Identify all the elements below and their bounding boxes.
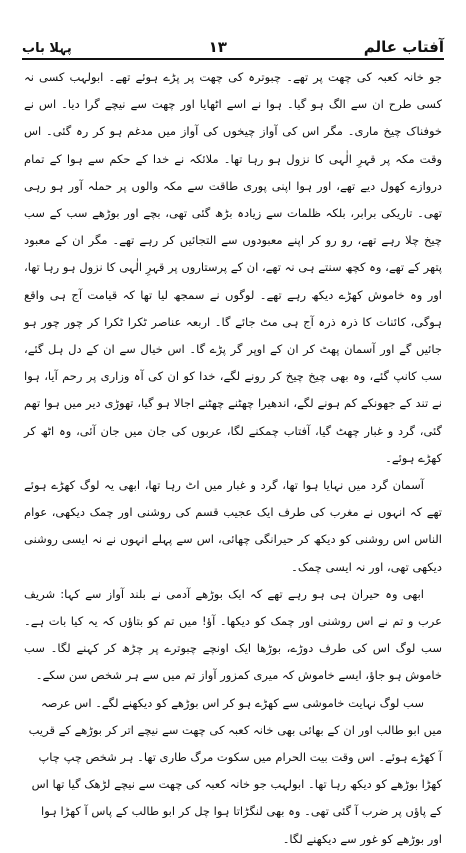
book-title: آفتاب عالم	[363, 38, 444, 56]
page-number: ۱۳	[208, 38, 227, 56]
paragraph: آسمان گرد میں نہایا ہوا تھا، گرد و غبار میں اٹ رہا تھا، ابھی یہ لوگ کھڑے ہوئے تھے کہ انہوں نے مغرب کی طرف ایک عجیب قسم کی روشنی اور چمک دیکھی، عوام الناس اس روشنی کو دیکھ کر حیرانگی چھائی، اس سے پہلے انہوں نے نہ ایسی روشنی دیکھی تھی، اور نہ ایسی چمک۔	[24, 478, 442, 574]
page-header	[22, 30, 444, 60]
chapter-label: پہلا باب	[22, 41, 72, 56]
paragraph: جو خانہ کعبہ کی چھت پر تھے۔ چبوترہ کی چھت پر پڑے ہوئے تھے۔ ابولہب کسی نہ کسی طرح ان سے الگ ہو گیا۔ ہوا نے اسے اٹھایا اور چھت سے نیچے گرا دیا۔ اس نے خوفناک چیخ ماری۔ مگر اس کی آواز چیخوں کی آواز میں مدغم ہو کر رہ گئی۔ اس وقت مکہ پر قہرِ الٰہی کا نزول ہو رہا تھا۔ ملائکہ نے خدا کے حکم سے ہوا کے تمام دروازے کھول دیے تھے، اور ہوا اپنی پوری طاقت سے مکہ والوں پر حملہ آور ہو رہی تھی۔ تاریکی برابر، بلکہ ظلمات سے زیادہ بڑھ گئی تھی، بچے اور بوڑھے سب کے سب چیخ چلا رہے تھے، رو رو کر اپنے معبودوں سے التجائیں کر رہے تھے۔ مگر ان کے معبود پتھر کے تھے، وہ کچھ سنتے ہی نہ تھے، ان کے پرستاروں پر قہرِ الٰہی کا نزول ہو رہا تھا، اور وہ خاموش کھڑے دیکھ رہے تھے۔ لوگوں نے سمجھ لیا تھا کہ قیامت آج ہی واقع ہوگی، کائنات کا ذرہ ذرہ آج ہی مٹ جائے گا۔ اربعہ عناصر ٹکرا ٹکرا کر چور چور ہو جائیں گے اور آسمان پھٹ کر ان کے اوپر گر پڑے گا۔ اس خیال سے ان کے دل ہل گئے، سب کانپ گئے، وہ بھی چیخ چیخ کر رونے لگے، خدا کو ان کی آہ وزاری پر رحم آیا، ہوا نے تند کے جھونکے کم ہونے لگے، اندھیرا چھٹنے چھٹنے اجالا ہو گیا، تھوڑی دیر میں ہوا تھم گئی، گرد و غبار چھٹ گیا، آفتاب چمکنے لگا، عربوں کی جان میں جان آئی، وہ اٹھ کر کھڑے ہوئے۔	[24, 70, 442, 465]
page-body	[24, 64, 442, 846]
paragraph: ابھی وہ حیران ہی ہو رہے تھے کہ ایک بوڑھے آدمی نے بلند آواز سے کہا: شریف عرب و تم نے اس روشنی اور چمک کو دیکھا۔ آؤ! میں تم کو بتاؤں کہ یہ کیا بات ہے۔ سب لوگ اس کی طرف دوڑے، بوڑھا ایک اونچے چبوترے پر چڑھ کر کہنے لگا۔ سب خاموش ہو جاؤ، ایسے خاموش کہ میری کمزور آواز تم میں سے ہر شخص سن سکے۔	[24, 586, 442, 683]
paragraph: سب لوگ نہایت خاموشی سے کھڑے ہو کر اس بوڑھے کو دیکھنے لگے۔ اس عرصہ میں ابو طالب اور ان کے بھائی بھی خانہ کعبہ کی چھت سے نیچے اتر کر بوڑھے کے قریب آ کھڑے ہوئے۔ اس وقت بیت الحرام میں سکوت مرگ طاری تھا۔ ہر شخص چپ چاپ کھڑا بوڑھے کو دیکھ رہا تھا۔ ابولہب جو خانہ کعبہ کی چھت سے نیچے لڑھک گیا تھا اس کے پاؤں پر ضرب آ گئی تھی۔ وہ بھی لنگڑاتا ہوا چل کر ابو طالب کے پاس آ کھڑا ہوا اور بوڑھے کو غور سے دیکھنے لگا۔	[28, 695, 442, 846]
